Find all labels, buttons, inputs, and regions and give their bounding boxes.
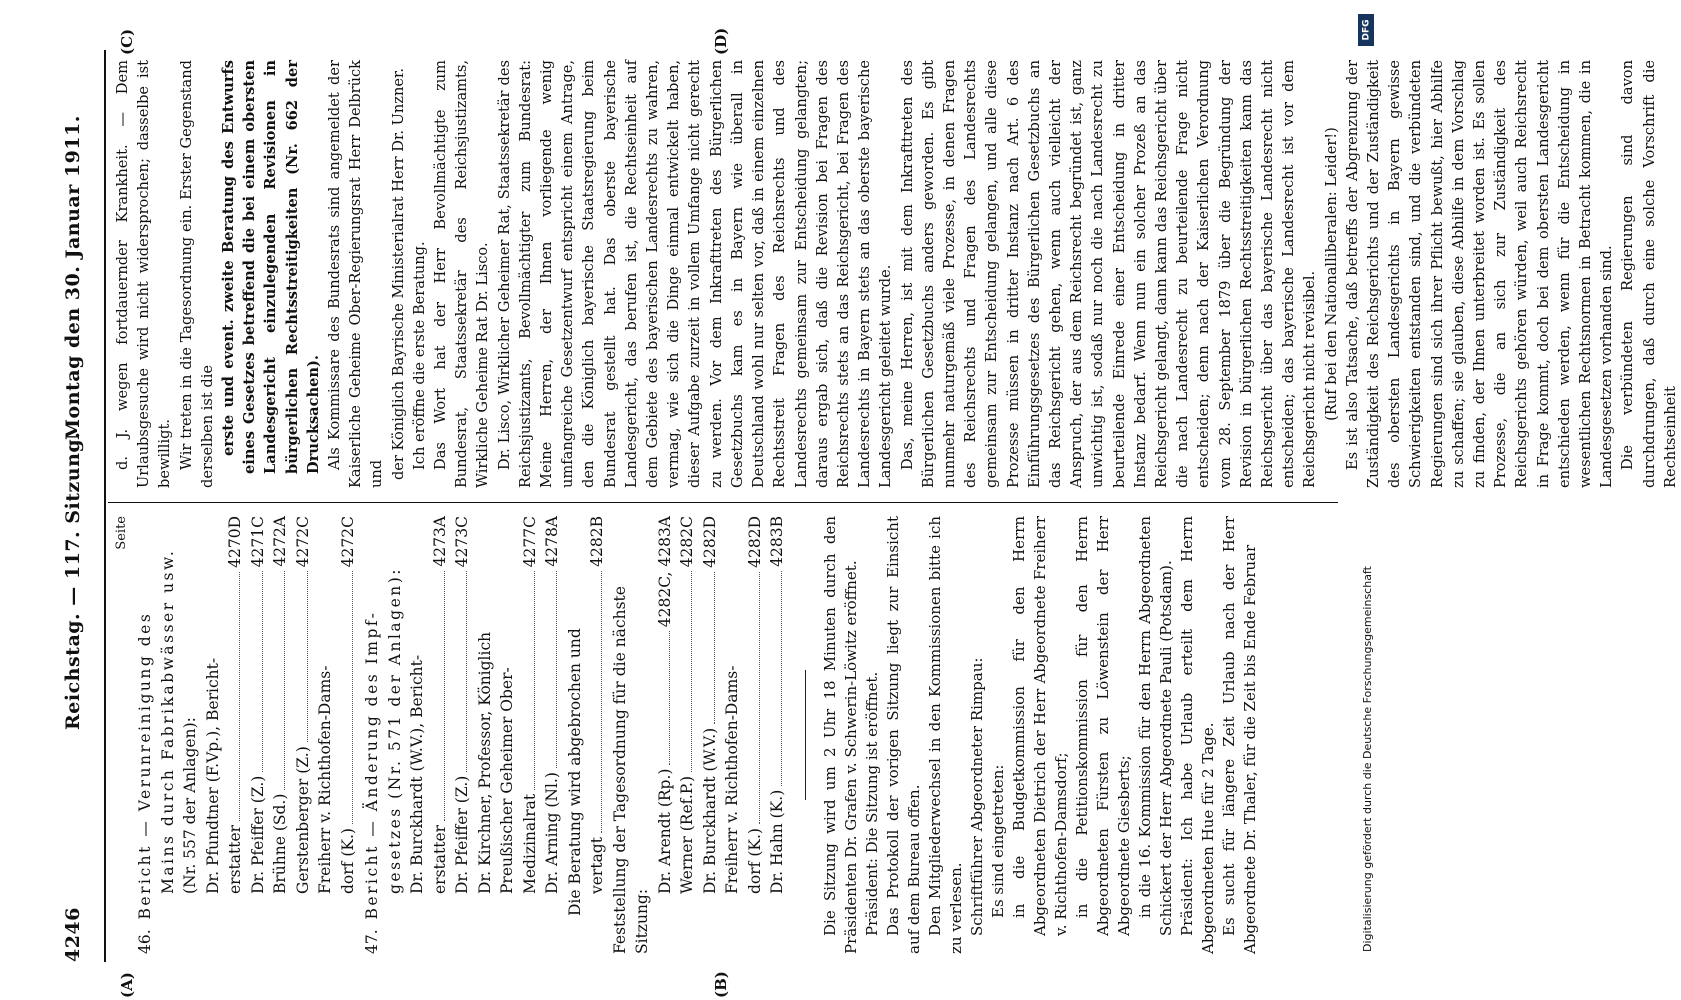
entry-label: dorf (K.)	[745, 828, 764, 894]
body-paragraph: Präsident: Ich habe Urlaub erteilt dem Herrn Abgeordneten Hue für 2 Tage.	[1177, 516, 1217, 954]
entry-label: Dr. Pfeiffer (Z.)	[248, 775, 267, 894]
leader-dots	[556, 571, 557, 768]
entry-page: 4273C	[453, 516, 471, 568]
entry-page: 4283B	[768, 516, 786, 567]
toc-entry	[224, 516, 247, 954]
toc-entry	[429, 516, 452, 954]
body-paragraph: Wir treten in die Tagesordnung ein. Erster Gegenstand derselben ist die	[177, 60, 216, 488]
toc-entry	[766, 516, 789, 954]
entry-label: Dr. Arendt (Rp.)	[655, 768, 674, 894]
toc-entry	[337, 516, 360, 954]
toc-item-47	[361, 516, 384, 954]
entry-label: erstatter	[226, 824, 244, 894]
body-paragraph: Es sind eingetreten:	[988, 764, 1007, 918]
session-title: Reichstag. — 117. Sitzung.	[62, 431, 84, 730]
toc-entry	[202, 516, 225, 954]
leader-dots	[444, 571, 445, 821]
entry-label: erstatter	[430, 824, 449, 894]
leader-dots	[601, 571, 602, 833]
entry-label: Brühne (Sd.)	[271, 793, 289, 894]
dfg-sidebar	[1352, 8, 1382, 993]
body-paragraph: d. J. wegen fortdauernder Krankheit. — Dem Urlaubsgesuche wird nicht widersprochen; dasselbe ist bewilligt.	[114, 60, 174, 488]
leader-dots	[466, 571, 467, 771]
left-column	[112, 516, 1261, 954]
entry-page: 4282D	[700, 516, 719, 568]
entry-page: 4282C, 4283A	[655, 516, 674, 628]
entry-label: Gerstenberger (Z.)	[293, 746, 312, 894]
leader-dots	[284, 571, 285, 790]
entry-page: 4282C	[678, 516, 696, 568]
leader-dots	[759, 572, 760, 824]
toc-entry	[676, 516, 699, 954]
toc-entries	[406, 516, 564, 954]
toc-entry	[496, 516, 519, 954]
entry-label: Dr. Pfundtner (F.Vp.), Bericht-	[203, 657, 222, 894]
body-paragraph: Schriftführer Abgeordneter Rimpau:	[967, 657, 986, 936]
body-paragraph: Es ist also Tatsache, daß betreffs der Abgrenzung der Zuständigkeit des Reichsgerichts und der Zuständigkeit des obersten Landesgerichts in Bayern gewisse Schwierigkeiten entstanden sind, und die verbündeten Regierungen sind sich ihrer Pflicht bewußt, hier Abhilfe zu schaffen; sie glauben, diese Abhilfe in dem Vorschlag zu finden, der Ihnen unterbreitet worden ist. Es sollen Prozesse, die an sich zur Zuständigkeit des Reichsgerichts gehören würden, weil auch Reichsrecht in Frage kommt, doch bei dem obersten Landesgericht entschieden werden, wenn für die Entscheidung in wesentlichen Rechtsnormen in Betracht kommen, die in Landesgesetzen vorhanden sind.	[1343, 60, 1616, 488]
entry-label: Freiherr v. Richthofen-Dams-	[316, 665, 334, 894]
toc-entry	[699, 516, 722, 954]
toc-item-46	[134, 516, 157, 954]
item-title-cont: gesetzes (Nr. 571 der Anlagen):	[385, 566, 404, 894]
left-body	[820, 516, 1261, 954]
leader-dots	[691, 571, 692, 772]
separator	[805, 670, 806, 800]
item-title: Bericht — Verunreinigung des	[136, 611, 154, 920]
item-title-cont: Mains durch Fabrikabwässer usw.	[158, 548, 177, 894]
header-rule	[104, 50, 106, 962]
toc-entry	[314, 516, 337, 954]
entry-page: 4272C	[293, 516, 312, 568]
page-number: 4246	[62, 907, 84, 962]
dfg-credit: Digitalisierung gefördert durch die Deutsche Forschungsgemeinschaft	[1361, 566, 1374, 952]
column-rule	[108, 502, 1338, 503]
seite-label: Seite	[114, 516, 129, 550]
toc-entry	[541, 516, 564, 954]
margin-mark-b: (B)	[712, 971, 730, 998]
toc-entry	[721, 516, 744, 954]
entry-label: Dr. Hahn (K.)	[768, 789, 786, 894]
toc-entry	[474, 516, 497, 954]
entry-label: Medizinalrat	[520, 793, 539, 894]
entry-label: Werner (Ref.P.)	[678, 775, 696, 894]
dfg-logo-text: DFG	[1361, 19, 1372, 41]
entry-label: Dr. Kirchner, Professor, Königlich	[475, 631, 494, 894]
body-paragraph: Dr. Lisco, Wirklicher Geheimer Rat, Staatssekretär des Reichsjustizamts, Bevollmächtigter zum Bundesrat: Meine Herren, der Ihnen vorliegende wenig umfangreiche Gesetzentwurf entspricht einem Antrage, den die Königlich bayerische Staatsregierung beim Bundesrat gestellt hat. Das oberste bayerische Landesgericht, das berufen ist, die Rechtseinheit auf dem Gebiete des bayerischen Landesrechts zu wahren, vermag, wie sich die Dinge einmal entwickelt haben, dieser Aufgabe zurzeit in vollem Umfange nicht gerecht zu werden. Vor dem Inkrafttreten des Bürgerlichen Gesetzbuchs kam es in Bayern wie überall in Deutschland wohl nur selten vor, daß in einem einzelnen Rechtsstreit Fragen des Reichsrechts und des Landesrechts gemeinsam zur Entscheidung gelangten; daraus ergab sich, daß die Revision bei Fragen des Reichsrechts stets an das Reichsgericht, bei Fragen des Landesrechts in Bayern stets an das oberste bayerische Landesgericht geleitet wurde.	[495, 60, 895, 488]
entry-page: 4271C	[248, 516, 267, 568]
dfg-logo	[1358, 14, 1374, 46]
body-paragraph: Die verbündeten Regierungen sind davon durchdrungen, daß durch eine solche Vorschrift die Rechtseinheit	[1619, 60, 1679, 488]
item-number: 46.	[136, 929, 154, 954]
leader-dots	[669, 631, 670, 764]
toc-entry	[269, 516, 292, 954]
entry-label: Dr. Burckhardt (W.V.)	[700, 727, 719, 894]
body-paragraph: Das, meine Herren, ist mit dem Inkrafttreten des Bürgerlichen Gesetzbuchs anders geworden. Es gibt nunmehr naturgemäß viele Prozesse, in denen Fragen des Reichsrechts und Fragen des Landesrechts gemeinsam zur Entscheidung gelangen, und alle diese Prozesse müssen in dritter Instanz nach Art. 6 des Einführungsgesetzes des Bürgerlichen Gesetzbuchs an das Reichsgericht gehen, wenn auch vielleicht der Anspruch, der aus dem Reichsrecht begründet ist, ganz unwichtig ist, sodaß nur noch die nach Landesrecht zu beurteilende Einrede einer Entscheidung in dritter Instanz bedarf. Wenn nun ein solcher Prozeß an das Reichsgericht gelangt, dann kann das Reichsgericht über die nach Landesrecht zu beurteilende Frage nicht entscheiden; denn nach der Kaiserlichen Verordnung vom 28. September 1879 über die Begründung der Revision in bürgerlichen Rechtsstreitigkeiten kann das Reichsgericht über das bayerische Landesrecht nicht entscheiden; das bayerische Landesrecht ist vor dem Reichsgericht nicht revisibel.	[898, 60, 1319, 488]
festsetzung-line: Feststellung der Tagesordnung für die nächste	[610, 586, 629, 954]
toc-entry	[744, 516, 767, 954]
entry-label: Dr. Pfeiffer (Z.)	[453, 775, 471, 894]
margin-mark-a: (A)	[118, 972, 136, 998]
entry-page: 4272C	[338, 516, 357, 568]
item-title-cont: (Nr. 557 der Anlagen):	[181, 717, 199, 894]
toc-entry	[292, 516, 315, 954]
margin-mark-d: (D)	[712, 27, 730, 55]
toc-entries	[202, 516, 360, 954]
entry-page: 4282D	[745, 516, 764, 568]
toc-entry	[451, 516, 474, 954]
right-column	[112, 60, 1681, 488]
entry-label: vertagt	[588, 837, 606, 894]
session-date: Montag den 30. Januar 1911.	[62, 115, 84, 440]
entry-label: Dr. Arning (Nl.)	[543, 772, 561, 894]
body-paragraph: Das Protokoll der vorigen Sitzung liegt zur Einsicht auf dem Bureau offen.	[883, 516, 923, 954]
toc-entry	[406, 516, 429, 954]
leader-dots	[714, 572, 715, 724]
body-paragraph: Als Kommissare des Bundesrats sind angemeldet der Kaiserliche Geheime Ober-Regierungsrat Herr Delbrück und	[326, 60, 386, 488]
body-paragraph: erste und event. zweite Beratung des Entwurfs eines Gesetzes betreffend die bei einem obersten Landesgericht einzulegenden Revisionen in bürgerlichen Rechtsstreitigkeiten (Nr. 662 der Drucksachen).	[220, 60, 322, 474]
body-paragraph: Präsident: Die Sitzung ist eröffnet.	[862, 671, 881, 936]
entry-page: 4272A	[271, 516, 289, 567]
leader-dots	[239, 572, 240, 821]
body-paragraph: Es sucht für längere Zeit Urlaub nach der Herr Abgeordnete Dr. Thaler, für die Zeit bis Ende Februar	[1219, 516, 1259, 954]
item-title: Bericht — Änderung des Impf-	[363, 610, 381, 920]
entry-page: 4277C	[520, 516, 539, 568]
entry-page: 4282B	[588, 516, 606, 567]
entry-label: Preußischer Geheimer Ober-	[498, 667, 516, 894]
body-paragraph: Ich eröffne die erste Beratung.	[410, 241, 428, 470]
leader-dots	[352, 571, 353, 824]
leader-dots	[534, 571, 535, 790]
entry-label: Dr. Burckhardt (W.V.), Bericht-	[408, 654, 426, 894]
entry-label: Freiherr v. Richthofen-Dams-	[723, 665, 741, 894]
body-paragraph: in die Budgetkommission für den Herrn Abgeordneten Dietrich der Herr Abgeordnete Freiherr v. Richthofen-Damsdorf;	[1009, 516, 1070, 936]
margin-mark-c: (C)	[118, 28, 136, 55]
vertagt-line: Die Beratung wird abgebrochen und	[565, 628, 584, 916]
entry-page: 4273A	[430, 516, 449, 567]
right-body	[112, 60, 1681, 488]
entry-page: 4270D	[226, 516, 244, 568]
leader-dots	[781, 571, 782, 786]
body-paragraph: (Ruf bei den Nationalliberalen: Leider!)	[1322, 127, 1340, 421]
toc-entries	[654, 516, 789, 954]
body-paragraph: in die Petitionskommission für den Herrn Abgeordneten Fürsten zu Löwenstein der Herr Abgeordnete Giesberts;	[1072, 516, 1133, 936]
entry-page: 4278A	[543, 516, 561, 567]
entry-label: dorf (K.)	[338, 828, 357, 894]
festsetzung-line: Sitzung:	[633, 888, 651, 954]
body-paragraph: in die 16. Kommission für den Herrn Abgeordneten Schickert der Herr Abgeordnete Pauli (Potsdam).	[1135, 516, 1175, 936]
toc-entry	[586, 516, 609, 954]
body-paragraph: Den Mitgliederwechsel in den Kommissionen bitte ich zu verlesen.	[925, 516, 965, 954]
toc-entry	[654, 516, 677, 954]
body-paragraph: der Königlich Bayrische Ministerialrat Herr Dr. Unzner.	[389, 67, 407, 481]
toc-entry	[247, 516, 270, 954]
leader-dots	[262, 571, 263, 771]
leader-dots	[307, 571, 308, 742]
body-paragraph: Die Sitzung wird um 2 Uhr 18 Minuten durch den Präsidenten Dr. Grafen v. Schwerin-Löwitz eröffnet.	[820, 516, 860, 954]
toc-entry	[519, 516, 542, 954]
item-number: 47.	[363, 929, 381, 954]
body-paragraph: Das Wort hat der Herr Bevollmächtigte zum Bundesrat, Staatssekretär des Reichsjustizamts, Wirkliche Geheime Rat Dr. Lisco.	[432, 60, 492, 488]
